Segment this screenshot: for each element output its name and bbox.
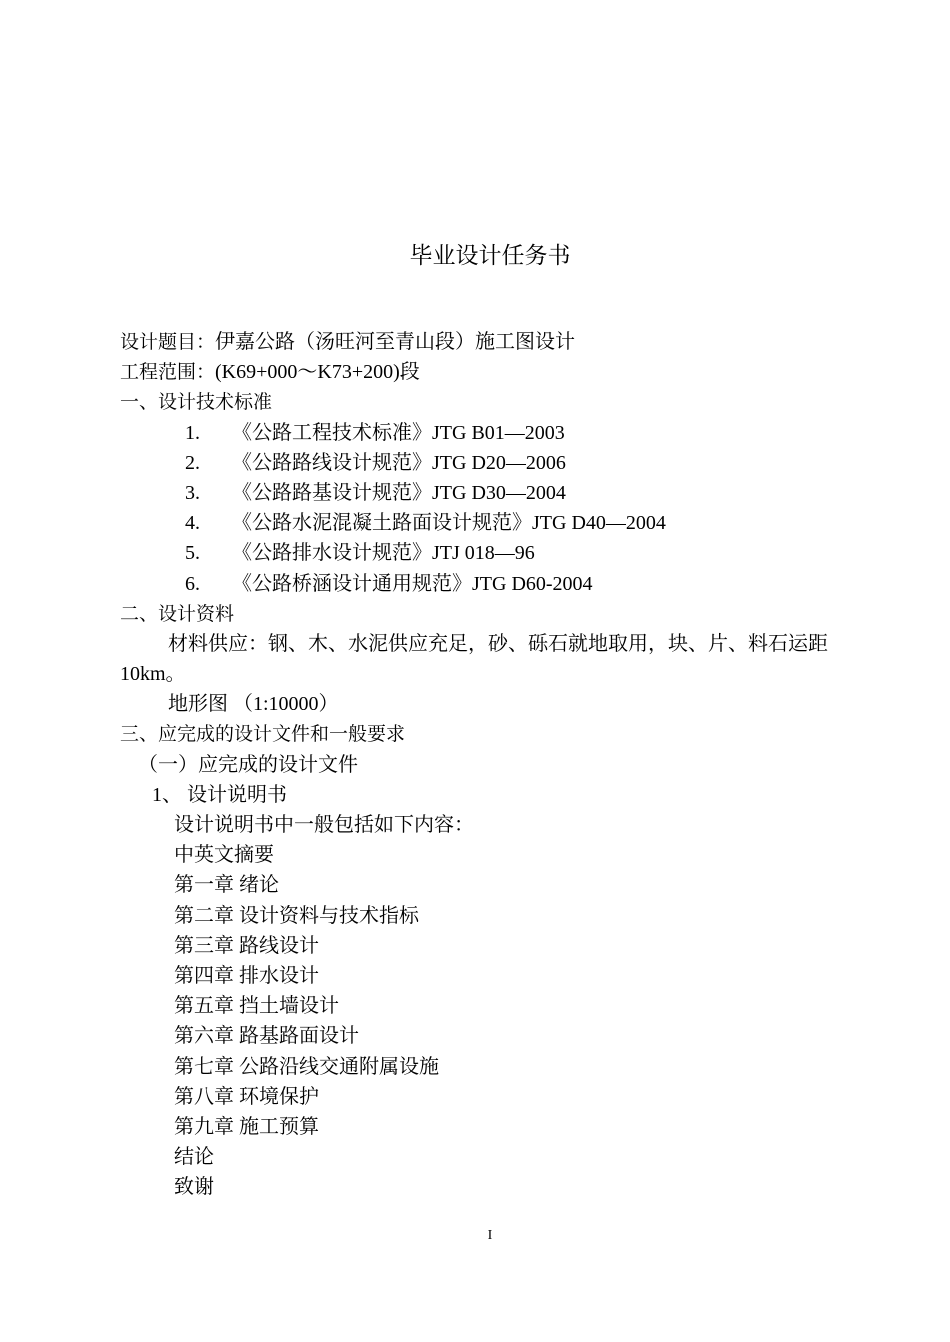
contents-item: 中英文摘要 bbox=[174, 844, 274, 867]
standard-item-number: 6. bbox=[185, 572, 200, 595]
subsection-item: 1、 设计说明书 bbox=[152, 783, 287, 806]
standard-item bbox=[0, 538, 950, 568]
contents-item: 第五章 挡土墙设计 bbox=[174, 995, 339, 1018]
design-topic-label: 设计题目： bbox=[120, 331, 216, 353]
contents-item: 第二章 设计资料与技术指标 bbox=[174, 904, 419, 927]
material-supply-line-1: 材料供应：钢、木、水泥供应充足，砂、砾石就地取用，块、片、料石运距 bbox=[168, 632, 828, 655]
contents-item: 结论 bbox=[174, 1146, 214, 1169]
standard-item bbox=[0, 448, 950, 478]
project-scope-value: (K69+000～K73+200)段 bbox=[215, 361, 420, 384]
standard-item bbox=[0, 418, 950, 448]
contents-intro: 设计说明书中一般包括如下内容： bbox=[174, 814, 474, 836]
topographic-map-line: 地形图 （1:10000） bbox=[168, 693, 339, 716]
standard-item-text: 《公路水泥混凝土路面设计规范》JTG D40—2004 bbox=[232, 512, 666, 535]
section-3-heading: 三、应完成的设计文件和一般要求 bbox=[120, 723, 406, 746]
standard-item-number: 5. bbox=[185, 542, 200, 565]
document-title: 毕业设计任务书 bbox=[409, 243, 571, 269]
contents-item: 第七章 公路沿线交通附属设施 bbox=[174, 1055, 439, 1078]
standard-item-number: 4. bbox=[185, 512, 200, 535]
standard-item-number: 3. bbox=[185, 481, 200, 504]
standard-item-number: 1. bbox=[185, 421, 200, 444]
standard-item-number: 2. bbox=[185, 451, 200, 474]
section-1-heading: 一、设计技术标准 bbox=[120, 391, 273, 414]
section-2-heading: 二、设计资料 bbox=[120, 602, 235, 625]
standard-item-text: 《公路排水设计规范》JTJ 018—96 bbox=[232, 542, 535, 565]
contents-item: 致谢 bbox=[174, 1176, 214, 1199]
design-topic-line bbox=[0, 327, 950, 357]
design-topic-value: 伊嘉公路（汤旺河至青山段）施工图设计 bbox=[215, 331, 576, 353]
page-number: I bbox=[487, 1228, 493, 1243]
subsection-heading: （一）应完成的设计文件 bbox=[138, 753, 358, 776]
document-body bbox=[0, 327, 950, 1202]
project-scope-line bbox=[0, 357, 950, 387]
contents-item: 第四章 排水设计 bbox=[174, 964, 319, 987]
project-scope-label: 工程范围： bbox=[120, 361, 216, 384]
standard-item-text: 《公路工程技术标准》JTG B01—2003 bbox=[232, 421, 565, 444]
contents-item: 第八章 环境保护 bbox=[174, 1085, 319, 1108]
standard-item bbox=[0, 478, 950, 508]
material-supply-line-2: 10km。 bbox=[120, 663, 186, 686]
contents-item: 第一章 绪论 bbox=[174, 874, 279, 897]
standard-item-text: 《公路路线设计规范》JTG D20—2006 bbox=[232, 451, 566, 474]
contents-item: 第三章 路线设计 bbox=[174, 934, 319, 957]
contents-item: 第九章 施工预算 bbox=[174, 1115, 319, 1138]
standard-item-text: 《公路桥涵设计通用规范》JTG D60-2004 bbox=[232, 572, 593, 595]
standard-item bbox=[0, 508, 950, 538]
standard-item bbox=[0, 569, 950, 599]
contents-item: 第六章 路基路面设计 bbox=[174, 1025, 359, 1048]
standard-item-text: 《公路路基设计规范》JTG D30—2004 bbox=[232, 481, 566, 504]
